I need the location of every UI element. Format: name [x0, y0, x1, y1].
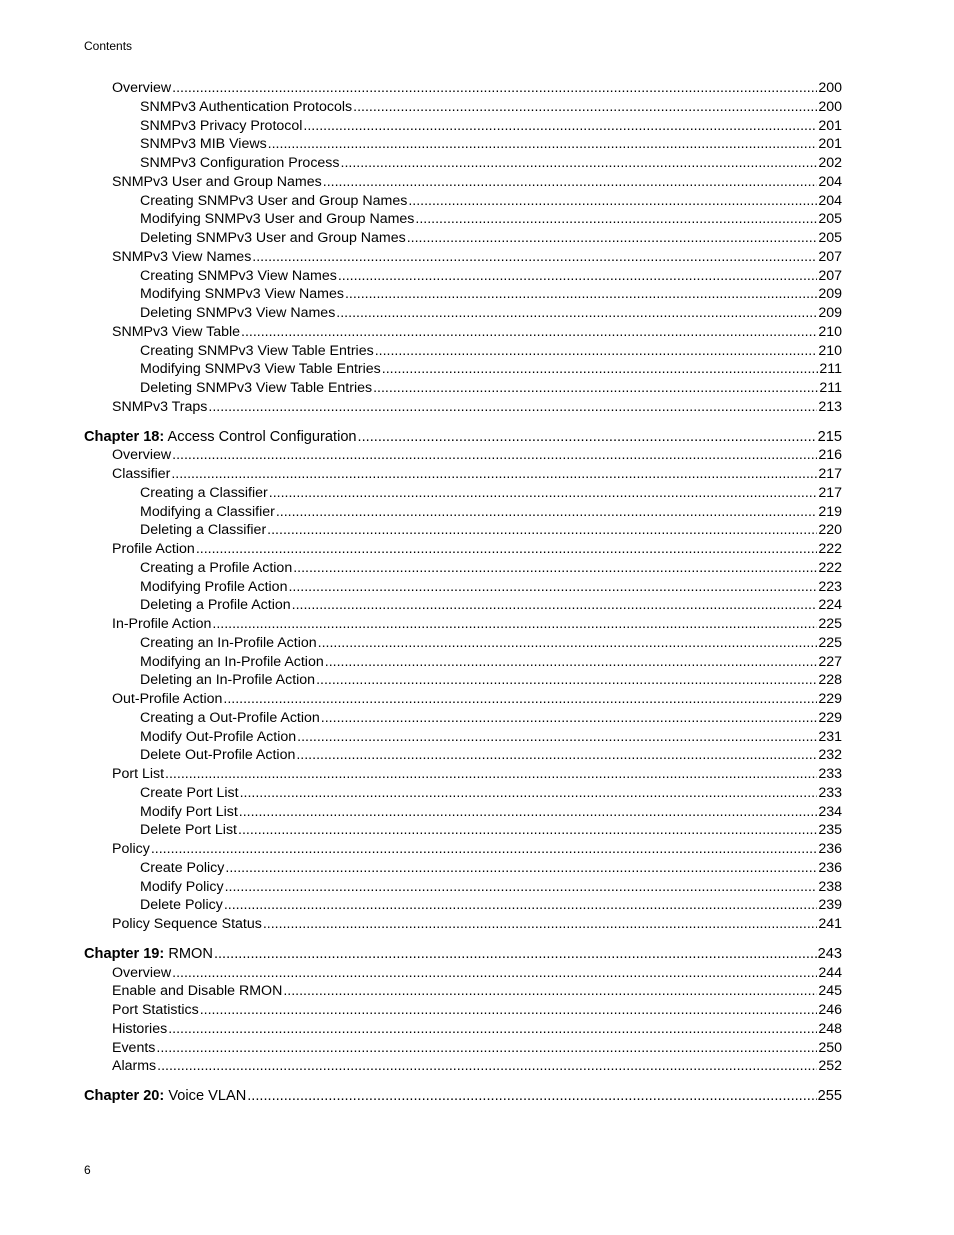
- toc-page-number: 205: [818, 211, 842, 228]
- dot-leader: [303, 117, 817, 136]
- toc-entry[interactable]: [84, 1039, 842, 1058]
- toc-entry[interactable]: [84, 1001, 842, 1020]
- dot-leader: [212, 615, 817, 634]
- toc-page-number: 236: [818, 841, 842, 857]
- toc-page-number: 231: [818, 728, 842, 745]
- toc-page-number: 236: [818, 859, 842, 876]
- toc-entry[interactable]: [84, 540, 842, 559]
- dot-leader: [323, 173, 818, 192]
- toc-entry[interactable]: [84, 784, 842, 803]
- toc-page-number: 255: [817, 1088, 842, 1104]
- toc-chapter-entry[interactable]: [84, 945, 842, 964]
- toc-page-number: 211: [819, 380, 842, 396]
- toc-entry[interactable]: [84, 982, 842, 1001]
- dot-leader: [196, 540, 818, 559]
- toc-page-number: 245: [818, 983, 842, 1000]
- dot-leader: [239, 803, 818, 822]
- toc-page-number: 207: [818, 248, 842, 265]
- dot-leader: [296, 746, 817, 765]
- toc-entry[interactable]: [84, 503, 842, 522]
- toc-entry-title: SNMPv3 User and Group Names: [112, 173, 322, 190]
- toc-page-number: 233: [818, 766, 842, 782]
- toc-entry-title: In-Profile Action: [112, 616, 212, 632]
- dot-leader: [338, 267, 817, 286]
- toc-entry-title: Modifying SNMPv3 User and Group Names: [140, 211, 415, 228]
- toc-page-number: 216: [818, 447, 842, 464]
- toc-entry[interactable]: [84, 765, 842, 784]
- toc-entry[interactable]: [84, 154, 842, 173]
- toc-entry[interactable]: [84, 859, 842, 878]
- toc-page-number: 215: [817, 428, 842, 445]
- toc-entry-title: Overview: [112, 447, 172, 464]
- toc-page-number: 228: [818, 672, 842, 689]
- dot-leader: [263, 915, 817, 934]
- dot-leader: [172, 79, 817, 98]
- toc-entry[interactable]: [84, 728, 842, 747]
- table-of-contents: [84, 79, 842, 1106]
- page-number: 6: [84, 1163, 91, 1177]
- toc-entry-title: Modifying an In-Profile Action: [140, 653, 324, 670]
- toc-entry-title: Overview: [112, 964, 172, 981]
- toc-entry-title: Profile Action: [112, 541, 195, 557]
- toc-entry-title: Enable and Disable RMON: [112, 983, 283, 1000]
- toc-entry-title: Creating a Classifier: [140, 484, 268, 501]
- toc-page-number: 223: [818, 578, 842, 595]
- dot-leader: [336, 304, 817, 323]
- toc-entry[interactable]: [84, 615, 842, 634]
- toc-page-number: 200: [818, 98, 842, 115]
- toc-page-number: 238: [818, 878, 842, 895]
- toc-page-number: 222: [818, 541, 842, 557]
- toc-entry[interactable]: [84, 840, 842, 859]
- toc-page-number: 210: [818, 342, 842, 359]
- toc-entry-title: Deleting a Classifier: [140, 522, 267, 539]
- dot-leader: [358, 428, 817, 447]
- toc-page-number: 205: [818, 230, 842, 246]
- toc-page-number: 224: [818, 597, 842, 614]
- toc-page-number: 204: [818, 192, 842, 209]
- dot-leader: [297, 728, 817, 747]
- toc-entry[interactable]: [84, 671, 842, 690]
- dot-leader: [172, 446, 817, 465]
- toc-entry[interactable]: [84, 229, 842, 248]
- toc-entry-title: Deleting SNMPv3 User and Group Names: [140, 230, 406, 246]
- dot-leader: [268, 135, 818, 154]
- toc-page-number: 204: [818, 173, 842, 190]
- dot-leader: [252, 248, 817, 267]
- dot-leader: [238, 821, 817, 840]
- dot-leader: [269, 484, 818, 503]
- dot-leader: [325, 653, 818, 672]
- toc-page-number: 235: [818, 822, 842, 839]
- toc-entry-title: Policy Sequence Status: [112, 916, 262, 932]
- toc-entry[interactable]: [84, 690, 842, 709]
- toc-entry[interactable]: [84, 342, 842, 361]
- dot-leader: [240, 784, 818, 803]
- toc-page-number: 229: [818, 691, 842, 707]
- toc-entry[interactable]: [84, 915, 842, 934]
- toc-entry-title: SNMPv3 View Names: [112, 248, 252, 265]
- dot-leader: [172, 964, 817, 983]
- toc-entry[interactable]: [84, 117, 842, 136]
- toc-entry-title: Port Statistics: [112, 1002, 199, 1018]
- toc-entry[interactable]: [84, 709, 842, 728]
- toc-entry-title: [84, 1087, 246, 1106]
- toc-entry-title: Modifying Profile Action: [140, 578, 288, 595]
- toc-entry[interactable]: [84, 135, 842, 154]
- toc-page-number: 250: [818, 1039, 842, 1056]
- dot-leader: [214, 945, 817, 964]
- toc-page-number: 248: [818, 1020, 842, 1037]
- dot-leader: [247, 1087, 816, 1106]
- toc-entry-title: Modify Policy: [140, 878, 224, 895]
- dot-leader: [156, 1039, 817, 1058]
- toc-entry-title: SNMPv3 Configuration Process: [140, 155, 340, 171]
- toc-entry-title: Create Port List: [140, 784, 239, 801]
- toc-entry[interactable]: [84, 653, 842, 672]
- toc-entry[interactable]: [84, 304, 842, 323]
- toc-entry[interactable]: [84, 192, 842, 211]
- toc-page-number: 252: [818, 1058, 842, 1075]
- dot-leader: [208, 398, 817, 417]
- toc-page-number: 229: [818, 709, 842, 726]
- dot-leader: [241, 323, 817, 342]
- toc-entry-title: Delete Port List: [140, 822, 237, 839]
- toc-entry[interactable]: [84, 746, 842, 765]
- dot-leader: [345, 285, 817, 304]
- dot-leader: [408, 192, 817, 211]
- dot-leader: [224, 896, 818, 915]
- toc-entry[interactable]: [84, 360, 842, 379]
- toc-page-number: 213: [818, 398, 842, 415]
- toc-page-number: 225: [818, 634, 842, 651]
- toc-entry[interactable]: [84, 596, 842, 615]
- toc-entry-title: SNMPv3 Traps: [112, 398, 208, 415]
- toc-entry[interactable]: [84, 878, 842, 897]
- dot-leader: [276, 503, 817, 522]
- dot-leader: [415, 210, 817, 229]
- toc-page-number: 232: [818, 747, 842, 764]
- toc-entry[interactable]: [84, 896, 842, 915]
- toc-page-number: 209: [818, 286, 842, 303]
- dot-leader: [165, 765, 817, 784]
- toc-page-number: 246: [818, 1002, 842, 1018]
- dot-leader: [341, 154, 818, 173]
- toc-entry-title: SNMPv3 MIB Views: [140, 136, 267, 153]
- toc-entry-title: Deleting a Profile Action: [140, 597, 291, 614]
- dot-leader: [288, 578, 817, 597]
- toc-entry-title: Out-Profile Action: [112, 691, 223, 707]
- toc-page-number: 244: [818, 964, 842, 981]
- toc-entry-title: Port List: [112, 766, 165, 782]
- toc-entry-title: Histories: [112, 1020, 168, 1037]
- toc-page-number: 227: [818, 653, 842, 670]
- toc-page-number: 200: [818, 80, 842, 96]
- toc-entry[interactable]: [84, 323, 842, 342]
- toc-entry-title: Modifying SNMPv3 View Table Entries: [140, 361, 381, 378]
- toc-entry-title: Creating a Profile Action: [140, 559, 293, 576]
- dot-leader: [225, 859, 817, 878]
- dot-leader: [321, 709, 818, 728]
- dot-leader: [171, 465, 817, 484]
- dot-leader: [157, 1057, 817, 1076]
- toc-page-number: 225: [818, 616, 842, 632]
- dot-leader: [382, 360, 819, 379]
- toc-entry[interactable]: [84, 210, 842, 229]
- toc-page-number: 233: [818, 784, 842, 801]
- toc-entry[interactable]: [84, 559, 842, 578]
- dot-leader: [293, 559, 817, 578]
- dot-leader: [407, 229, 818, 248]
- toc-entry[interactable]: [84, 1057, 842, 1076]
- toc-entry[interactable]: [84, 1020, 842, 1039]
- toc-entry-title: Deleting SNMPv3 View Table Entries: [140, 380, 373, 396]
- toc-entry-title: Modify Out-Profile Action: [140, 728, 297, 745]
- toc-entry-title: Creating an In-Profile Action: [140, 634, 317, 651]
- toc-entry-title: Creating SNMPv3 View Table Entries: [140, 342, 374, 359]
- dot-leader: [223, 690, 817, 709]
- toc-page-number: 219: [818, 503, 842, 520]
- chapter-title: Access Control Configuration: [167, 428, 357, 445]
- toc-entry-title: Delete Policy: [140, 897, 223, 914]
- toc-chapter-entry[interactable]: [84, 428, 842, 447]
- toc-entry-title: Modifying SNMPv3 View Names: [140, 286, 344, 303]
- toc-page-number: 239: [818, 897, 842, 914]
- toc-entry[interactable]: [84, 446, 842, 465]
- toc-page-number: 217: [818, 466, 842, 482]
- toc-page-number: 217: [818, 484, 842, 501]
- chapter-number: Chapter 20:: [84, 1088, 165, 1104]
- toc-entry[interactable]: [84, 821, 842, 840]
- toc-page-number: 222: [818, 559, 842, 576]
- toc-entry-title: Create Policy: [140, 859, 225, 876]
- toc-entry-title: Classifier: [112, 466, 171, 482]
- toc-entry[interactable]: [84, 484, 842, 503]
- toc-page-number: 210: [818, 323, 842, 340]
- chapter-title: Voice VLAN: [168, 1088, 247, 1104]
- running-header: Contents: [84, 39, 133, 53]
- toc-entry-title: [84, 428, 357, 447]
- dot-leader: [267, 521, 817, 540]
- toc-entry[interactable]: [84, 398, 842, 417]
- toc-page-number: 209: [818, 305, 842, 321]
- toc-entry[interactable]: [84, 964, 842, 983]
- toc-entry-title: Policy: [112, 841, 150, 857]
- dot-leader: [168, 1020, 817, 1039]
- toc-entry-title: Deleting SNMPv3 View Names: [140, 305, 336, 321]
- toc-entry[interactable]: [84, 521, 842, 540]
- toc-entry[interactable]: [84, 173, 842, 192]
- toc-page-number: 241: [818, 916, 842, 932]
- dot-leader: [373, 379, 818, 398]
- toc-entry[interactable]: [84, 79, 842, 98]
- toc-entry[interactable]: [84, 465, 842, 484]
- toc-page-number: 234: [818, 803, 842, 820]
- toc-entry-title: Alarms: [112, 1058, 157, 1075]
- toc-entry-title: Creating a Out-Profile Action: [140, 709, 320, 726]
- dot-leader: [375, 342, 818, 361]
- dot-leader: [225, 878, 818, 897]
- toc-page-number: 207: [818, 267, 842, 284]
- chapter-number: Chapter 19:: [84, 945, 165, 962]
- toc-page-number: 211: [819, 361, 842, 378]
- toc-chapter-entry[interactable]: [84, 1087, 842, 1106]
- toc-entry-title: Delete Out-Profile Action: [140, 747, 296, 764]
- toc-entry[interactable]: [84, 803, 842, 822]
- toc-entry-title: SNMPv3 Privacy Protocol: [140, 117, 303, 134]
- toc-entry-title: SNMPv3 View Table: [112, 323, 241, 340]
- toc-entry-title: Modifying a Classifier: [140, 503, 275, 520]
- toc-entry[interactable]: [84, 98, 842, 117]
- dot-leader: [353, 98, 817, 117]
- toc-entry[interactable]: [84, 379, 842, 398]
- toc-entry-title: [84, 945, 213, 964]
- toc-page-number: 201: [818, 117, 842, 134]
- dot-leader: [283, 982, 817, 1001]
- toc-entry[interactable]: [84, 634, 842, 653]
- toc-entry-title: Events: [112, 1039, 156, 1056]
- dot-leader: [318, 634, 818, 653]
- toc-entry-title: Modify Port List: [140, 803, 238, 820]
- toc-entry-title: SNMPv3 Authentication Protocols: [140, 98, 353, 115]
- toc-entry-title: Overview: [112, 80, 172, 96]
- toc-entry[interactable]: [84, 578, 842, 597]
- dot-leader: [316, 671, 817, 690]
- toc-page-number: 220: [818, 522, 842, 539]
- toc-page-number: 201: [818, 136, 842, 153]
- toc-entry-title: Creating SNMPv3 User and Group Names: [140, 192, 408, 209]
- chapter-number: Chapter 18:: [84, 428, 165, 445]
- toc-page-number: 243: [817, 945, 842, 962]
- toc-entry[interactable]: [84, 267, 842, 286]
- dot-leader: [151, 840, 817, 859]
- toc-entry-title: Deleting an In-Profile Action: [140, 672, 316, 689]
- dot-leader: [292, 596, 818, 615]
- toc-page-number: 202: [818, 155, 842, 171]
- toc-entry[interactable]: [84, 248, 842, 267]
- chapter-title: RMON: [168, 945, 213, 962]
- toc-entry-title: Creating SNMPv3 View Names: [140, 267, 337, 284]
- toc-entry[interactable]: [84, 285, 842, 304]
- dot-leader: [200, 1001, 818, 1020]
